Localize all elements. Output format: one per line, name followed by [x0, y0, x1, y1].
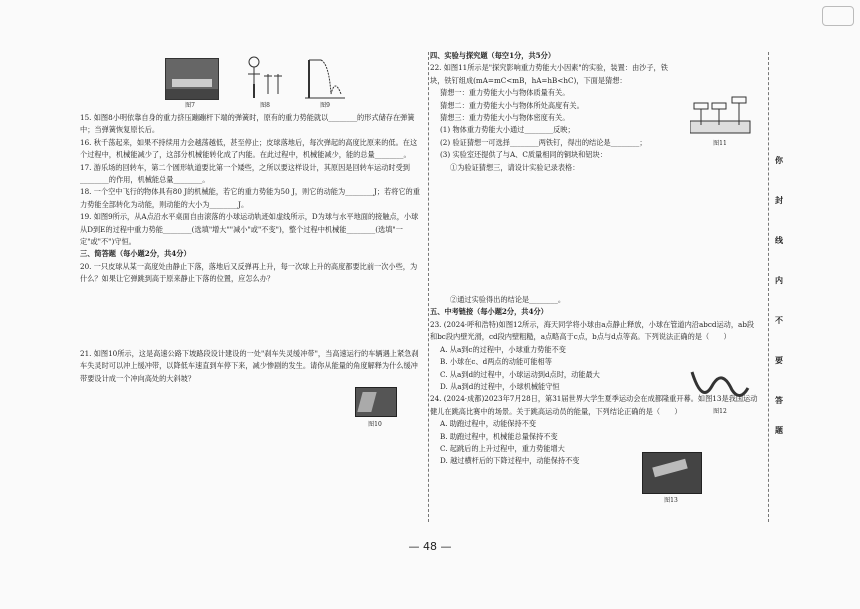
question-22-part-1: (1) 物体重力势能大小通过________反映；: [440, 125, 575, 135]
question-22-stem: 22. 如图11所示是"探究影响重力势能大小因素"的实验，装置：由沙子，铁块，铁钉组成(mA=mC<mB，hA=hB<hC)，下面是猜想：: [430, 63, 668, 85]
figure-12-drawing: [690, 368, 750, 404]
question-22-part-3a: ①为验证猜想三，请设计实验记录表格：: [450, 162, 580, 172]
table-answer-space: [430, 174, 760, 294]
seal-line: [768, 52, 769, 522]
figure-8-drawing: [240, 54, 290, 100]
question-18: 18. 一个空中飞行的物体具有80 J的机械能，若它的重力势能为50 J，则它的动能为________J；若将它的重力势能全部转化为动能，则动能的大小为________J。: [80, 187, 420, 209]
seal-char-1: 你: [775, 155, 783, 165]
question-23-option-d: D. 从a到d的过程中，小球机械能守恒: [440, 381, 560, 391]
section-3-heading: 三、简答题（每小题2分，共4分）: [80, 249, 191, 259]
question-22-part-3b: ②通过实验得出的结论是________。: [450, 295, 566, 305]
hypothesis-3: 猜想三：重力势能大小与物体密度有关。: [440, 113, 570, 123]
seal-char-4: 内: [775, 275, 783, 285]
section-4-heading: 四、实验与探究题（每空1分，共5分）: [430, 51, 556, 60]
figure-13-label: 图13: [664, 497, 678, 504]
figure-9-label: 图9: [320, 102, 330, 109]
hypothesis-2: 猜想二：重力势能大小与物体所处高度有关。: [440, 100, 584, 110]
question-21: 21. 如图10所示，这是高速公路下坡路段设计建设的一处"刹车失灵缓冲带"，当高速运行的车辆遇上紧急刹车失灵时可以冲上缓冲带，以降低车速直到车停下来，减少惨剧的发生。请你从能量的角度解释为什么缓冲带要设计成一个冲向高处的大斜坡？: [80, 348, 419, 383]
question-16: 16. 秋千荡起来，如果不持续用力会越荡越低，甚至停止；皮球落地后，每次弹起的高度比原来的低。在这个过程中，机械能减少了，这部分机械能转化成了内能。在此过程中，机械能减少，能的总量________。: [80, 137, 418, 160]
question-15: 15. 如图8小明依靠自身的重力挤压蹦蹦杆下端的弹簧时，原有的重力势能就以________的形式储存在弹簧中；当弹簧恢复原长后。: [80, 113, 415, 135]
figure-13-photo: [642, 452, 702, 494]
question-22-part-2: (2) 验证猜想一可选择________两铁钉，得出的结论是________；: [440, 137, 647, 147]
page-number: — 48 —: [408, 540, 452, 553]
question-23-option-a: A. 从a到c的过程中，小球重力势能不变: [440, 344, 566, 354]
question-24-option-a: A. 助跑过程中，动能保持不变: [440, 419, 537, 429]
seal-char-2: 封: [775, 195, 783, 205]
left-column: [80, 50, 420, 433]
seal-char-7: 答: [775, 395, 783, 405]
figure-7-photo: [165, 58, 219, 100]
figure-10-label: 图10: [368, 420, 382, 428]
question-24-option-d: D. 越过横杆后的下降过程中，动能保持不变: [440, 456, 580, 466]
figure-10-photo: [355, 387, 397, 417]
fold-line: [428, 52, 429, 522]
question-22-part-3: (3) 实验室还提供了与A、C质量相同的铜块和铝块：: [440, 150, 607, 160]
hypothesis-1: 猜想一：重力势能大小与物体质量有关。: [440, 88, 570, 98]
section-5-heading: 五、中考链接（每小题2分，共4分）: [430, 307, 548, 317]
question-19: 19. 如图9所示，从A点沿水平桌面自由滚落的小球运动轨迹如虚线所示，D为球与水平地面的接触点，小球从D到E的过程中重力势能________(选填"增大""减小"或"不变")，整个过程中机械能________(选填"一定"或"不")守恒。: [80, 212, 419, 247]
seal-char-6: 要: [775, 355, 783, 365]
question-17: 17. 游乐场的回转车，第二个圆形轨道要比第一个矮些，之所以要这样设计，其原因是回转车运动时受到________的作用，机械能总量________。: [80, 162, 410, 185]
question-20: 20. 一只皮球从某一高度处由静止下落，落地后又反弹再上升，每一次球上升的高度都要比前一次小些，为什么？如果让它弹跳到高于原来静止下落的位置，应怎么办？: [80, 261, 418, 284]
figure-11-drawing: [690, 95, 752, 137]
answer-space-20: [80, 286, 420, 348]
question-23-option-b: B. 小球在c、d两点的动能可能相等: [440, 357, 552, 367]
seal-char-8: 题: [775, 425, 783, 435]
question-24-option-b: B. 助跑过程中，机械能总量保持不变: [440, 431, 558, 441]
figure-11-label: 图11: [713, 140, 727, 147]
seal-char-5: 不: [775, 315, 783, 325]
question-23: 23. (2024·呼和浩特)如图12所示，海天同学将小球由a点静止释放，小球在管道内沿abcd运动，ab段和bc段内壁光滑，cd段内壁粗糙，a点略高于c点，b点与d点等高。下列说法正确的是（ ）: [430, 319, 755, 342]
figure-7-label: 图7: [185, 102, 195, 109]
figure-9-drawing: [305, 54, 345, 100]
figures-7-8-9: [80, 50, 420, 112]
question-24-option-c: C. 起跳后的上升过程中，重力势能增大: [440, 443, 565, 453]
figure-8-label: 图8: [260, 102, 270, 109]
figure-10-area: [80, 385, 420, 433]
scanner-mark: [822, 6, 854, 26]
question-24: 24. (2024·成都)2023年7月28日，第31届世界大学生夏季运动会在成都隆重开幕。如图13是我国运动健儿在跳高比赛中的场景。关于跳高运动员的能量，下列结论正确的是（ ）: [430, 394, 758, 416]
seal-char-3: 线: [775, 235, 783, 245]
figure-12-label: 图12: [713, 408, 727, 415]
question-23-option-c: C. 从a到d的过程中，小球运动到d点时，动能最大: [440, 369, 600, 379]
